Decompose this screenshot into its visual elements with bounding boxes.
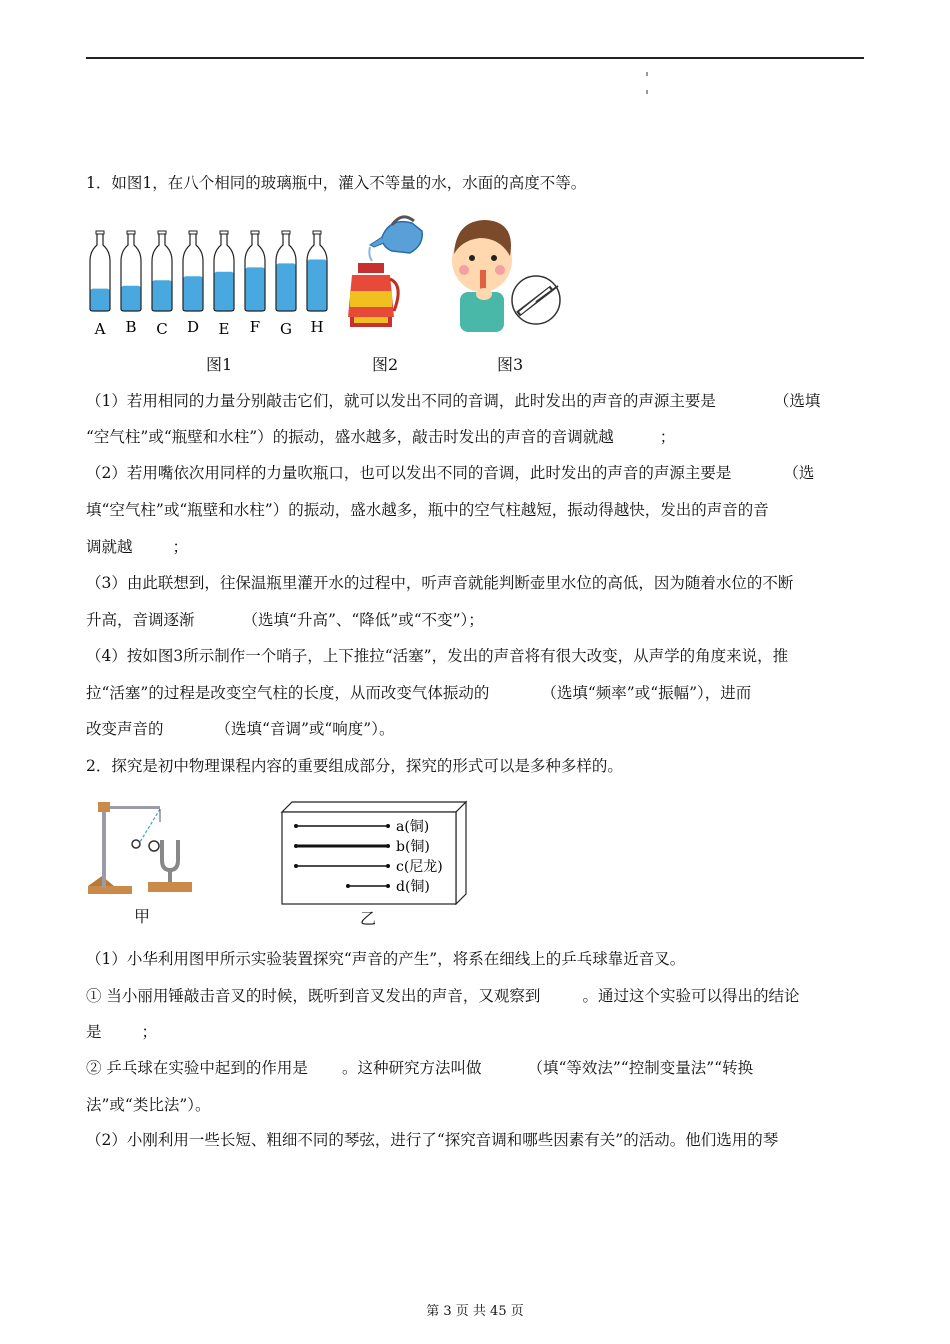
bottle [214, 231, 234, 338]
text: （1）若用相同的力量分别敲击它们，就可以发出不同的音调，此时发出的声音的声源主要是 [86, 392, 716, 410]
q2-line-1: （1）小华利用图甲所示实验装置探究“声音的产生”，将系在细线上的乒乓球靠近音叉。 [86, 950, 686, 968]
bottle [307, 231, 327, 336]
text: 改变声音的 [86, 720, 164, 738]
text: ② 乒乓球在实验中起到的作用是 [86, 1059, 308, 1077]
bottle-mouth [251, 231, 259, 234]
q1-line-6: （3）由此联想到，往保温瓶里灌开水的过程中，听声音就能判断壶里水位的高低，因为随着水位的不断 [86, 574, 794, 592]
bottle-label: D [186, 318, 200, 336]
bottle-water [214, 272, 234, 311]
header-mark [646, 90, 648, 94]
bottle-label: C [156, 320, 168, 338]
bottle-label: G [280, 320, 292, 338]
bottle-label: A [94, 320, 106, 338]
q2-line-3 [86, 1021, 157, 1043]
text: （选填“频率”或“振幅”），进而 [541, 684, 752, 702]
text: （选填 [773, 392, 821, 410]
string-peg [294, 844, 298, 848]
text: 拉“活塞”的过程是改变空气柱的长度，从而改变气体振动的 [86, 684, 490, 702]
bottle-water [245, 267, 265, 311]
bottle-label: E [218, 320, 230, 338]
q2-line-6: （2）小刚利用一些长短、粗细不同的琴弦，进行了“探究音调和哪些因素有关”的活动。他们选用的琴 [86, 1131, 779, 1149]
bottle-water [183, 276, 203, 311]
q1-line-10 [86, 718, 394, 740]
figure-3-caption: 图3 [497, 355, 524, 374]
thermos-icon [348, 263, 398, 327]
string-peg [386, 864, 390, 868]
q1-line-2 [86, 426, 675, 448]
text: ； [141, 1023, 158, 1041]
q1-line-1 [86, 390, 820, 412]
figure-jia-tuning-fork [84, 798, 194, 900]
q1-line-4: 填“空气柱”或“瓶壁和水柱”）的振动，盛水越多，瓶中的空气柱越短，振动得越快，发出的声音的音 [86, 501, 769, 519]
figure-1-bottles [84, 225, 334, 345]
text: （选 [783, 464, 815, 482]
q1-line-8: （4）按如图3所示制作一个哨子，上下推拉“活塞”，发出的声音将有很大改变，从声学的角度来说，推 [86, 647, 789, 665]
bottle-mouth [96, 231, 104, 234]
string-peg [294, 864, 298, 868]
text: （选填“升高”、“降低”或“不变”）； [242, 611, 484, 629]
string-label: d(铜) [396, 879, 430, 895]
bottle-water [121, 286, 141, 311]
figure-yi-strings [278, 800, 473, 905]
kettle-icon [369, 217, 422, 261]
q1-line-3 [86, 462, 814, 484]
bottle-water [307, 259, 327, 311]
figure-2-caption: 图2 [372, 355, 399, 374]
text: 是 [86, 1023, 102, 1041]
bottle-water [276, 263, 296, 311]
q2-line-5: 法”或“类比法”）。 [86, 1096, 211, 1114]
page-footer: 第 3 页 共 45 页 [426, 1304, 524, 1319]
text: （填“等效法”“控制变量法”“转换 [527, 1059, 754, 1077]
text: 调就越 [86, 538, 133, 556]
text: （2）若用嘴依次用同样的力量吹瓶口，也可以发出不同的音调，此时发出的声音的声源主要是 [86, 464, 732, 482]
q2-stem: 2．探究是初中物理课程内容的重要组成部分，探究的形式可以是多种多样的。 [86, 757, 623, 775]
bottle [152, 231, 172, 338]
figure-jia-caption: 甲 [134, 907, 151, 926]
figure-1-caption: 图1 [206, 355, 233, 374]
bottle [245, 231, 265, 336]
q2-line-4 [86, 1057, 753, 1079]
string-label: a(铜) [396, 819, 430, 835]
q1-line-5 [86, 536, 188, 558]
string-peg [386, 884, 390, 888]
figure-3-boy-whistle [440, 208, 565, 333]
bottle-label: B [125, 318, 137, 336]
bottle-mouth [189, 231, 197, 234]
bottle-mouth [158, 231, 166, 234]
string-peg [386, 824, 390, 828]
bottle [183, 231, 203, 336]
text: ； [659, 428, 676, 446]
bottle-mouth [127, 231, 135, 234]
text: 。通过这个实验可以得出的结论 [582, 987, 800, 1005]
string-peg [386, 844, 390, 848]
string-peg [346, 884, 350, 888]
q1-stem: 1．如图1，在八个相同的玻璃瓶中，灌入不等量的水，水面的高度不等。 [86, 174, 587, 192]
bottle [276, 231, 296, 338]
bottle-mouth [313, 231, 321, 234]
bottle-label: F [249, 318, 261, 336]
bottle-water [152, 280, 172, 311]
bottle-label: H [310, 318, 324, 336]
figure-yi-caption: 乙 [360, 909, 377, 928]
q1-line-9 [86, 682, 751, 704]
header-rule [86, 57, 864, 59]
text: 升高，音调逐渐 [86, 611, 195, 629]
bottle-mouth [220, 231, 228, 234]
q1-line-7 [86, 609, 484, 631]
string-label: c(尼龙) [396, 859, 443, 875]
text: （选填“音调”或“响度”）。 [215, 720, 395, 738]
text: ； [172, 538, 189, 556]
q2-line-2 [86, 985, 799, 1007]
text: “空气柱”或“瓶壁和水柱”）的振动，盛水越多，敲击时发出的声音的音调就越 [86, 428, 614, 446]
string-peg [294, 824, 298, 828]
figure-2-thermos [340, 205, 430, 335]
bottle-water [90, 289, 110, 311]
whistle-icon [512, 276, 560, 324]
bottle-mouth [282, 231, 290, 234]
text: 。这种研究方法叫做 [341, 1059, 482, 1077]
bottle [90, 231, 110, 338]
boy-icon [452, 220, 512, 332]
bottle [121, 231, 141, 336]
string-label: b(铜) [396, 839, 430, 855]
text: ① 当小丽用锤敲击音叉的时候，既听到音叉发出的声音，又观察到 [86, 987, 541, 1005]
header-mark [646, 72, 648, 76]
